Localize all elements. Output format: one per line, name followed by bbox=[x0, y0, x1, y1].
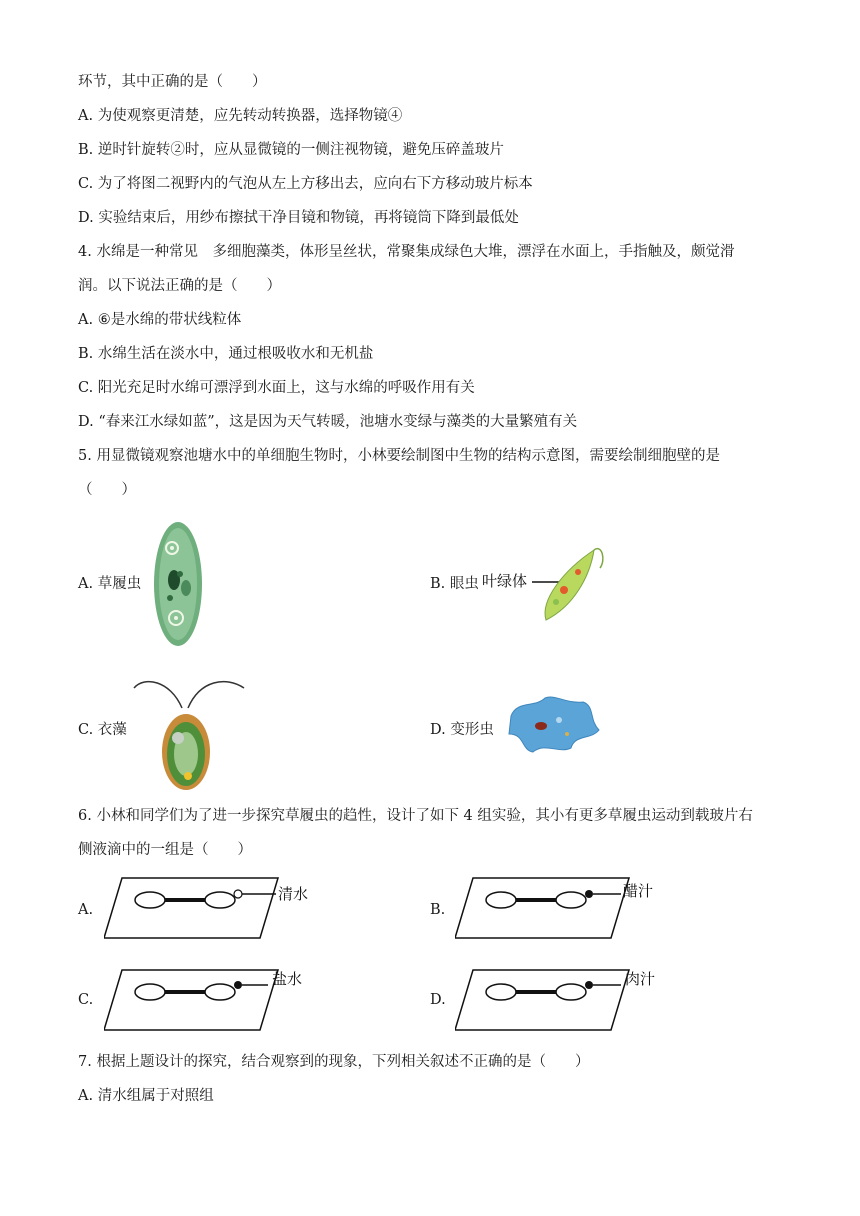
salt-water-label: 盐水 bbox=[272, 970, 303, 988]
q4-option-d: D. “春来江水绿如蓝”，这是因为天气转暖，池塘水变绿与藻类的大量繁殖有关 bbox=[78, 414, 578, 430]
q3-stem-tail: 环节，其中正确的是（ ） bbox=[78, 74, 267, 90]
q6-stem-line2: 侧液滴中的一组是（ ） bbox=[78, 842, 252, 858]
slide-c-diagram bbox=[104, 962, 324, 1034]
q3-option-a: A. 为使观察更清楚，应先转动转换器，选择物镜④ bbox=[78, 108, 403, 124]
q6-option-d-label: D. bbox=[430, 992, 446, 1008]
q7-stem: 7. 根据上题设计的探究，结合观察到的现象，下列相关叙述不正确的是（ ） bbox=[78, 1054, 590, 1070]
q4-stem-line1: 4. 水绵是一种常见 多细胞藻类，体形呈丝状，常聚集成绿色大堆，漂浮在水面上，手指触及，颇觉滑 bbox=[78, 244, 735, 260]
q3-option-d: D. 实验结束后，用纱布擦拭干净目镜和物镜，再将镜筒下降到最低处 bbox=[78, 210, 519, 226]
q5-option-a-label: A. 草履虫 bbox=[78, 576, 142, 592]
q6-option-c-label: C. bbox=[78, 992, 94, 1008]
q6-stem-line1: 6. 小林和同学们为了进一步探究草履虫的趋性，设计了如下 4 组实验，其小有更多草履虫运动到载玻片右 bbox=[78, 808, 753, 824]
q7-option-a: A. 清水组属于对照组 bbox=[78, 1088, 214, 1104]
amoeba-image bbox=[505, 694, 601, 756]
q4-option-c: C. 阳光充足时水绵可漂浮到水面上，这与水绵的呼吸作用有关 bbox=[78, 380, 475, 396]
q5-option-b-label: B. 眼虫 bbox=[430, 576, 479, 592]
clear-water-label: 清水 bbox=[278, 885, 309, 903]
vinegar-label: 醋汁 bbox=[623, 882, 654, 900]
q5-stem-line2: （ ） bbox=[78, 482, 136, 498]
q4-option-a: A. ⑥是水绵的带状线粒体 bbox=[78, 312, 242, 328]
q4-stem-line2: 润。以下说法正确的是（ ） bbox=[78, 278, 281, 294]
q5-option-c-label: C. 衣藻 bbox=[78, 722, 127, 738]
q6-option-b-label: B. bbox=[430, 902, 446, 918]
euglena-image bbox=[482, 540, 612, 630]
q3-option-c: C. 为了将图二视野内的气泡从左上方移出去，应向右下方移动玻片标本 bbox=[78, 176, 533, 192]
q4-option-b: B. 水绵生活在淡水中，通过根吸收水和无机盐 bbox=[78, 346, 374, 362]
slide-b-diagram bbox=[455, 874, 675, 942]
q5-option-d-label: D. 变形虫 bbox=[430, 722, 494, 738]
meat-broth-label: 肉汁 bbox=[625, 970, 656, 988]
slide-d-diagram bbox=[455, 962, 675, 1034]
chloroplast-callout: 叶绿体 bbox=[482, 572, 528, 590]
chlamydomonas-image bbox=[130, 668, 248, 794]
q6-option-a-label: A. bbox=[78, 902, 94, 918]
slide-a-diagram bbox=[104, 874, 324, 942]
paramecium-image bbox=[150, 518, 206, 650]
q3-option-b: B. 逆时针旋转②时，应从显微镜的一侧注视物镜，避免压碎盖玻片 bbox=[78, 142, 504, 158]
q5-stem-line1: 5. 用显微镜观察池塘水中的单细胞生物时，小林要绘制图中生物的结构示意图，需要绘制细胞壁的是 bbox=[78, 448, 720, 464]
